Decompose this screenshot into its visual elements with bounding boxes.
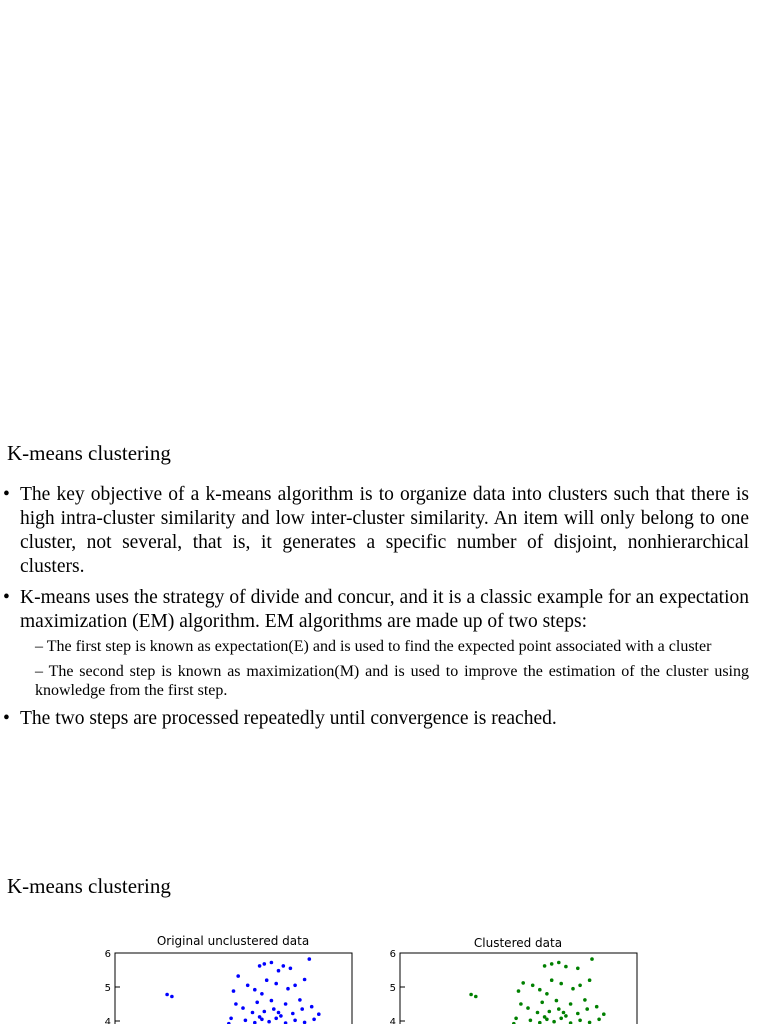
- chart-title: Clustered data: [473, 936, 563, 950]
- data-point: [545, 992, 549, 996]
- data-point: [279, 1014, 283, 1018]
- slide-title: K-means clustering: [7, 441, 171, 465]
- y-tick-label: 4: [389, 1017, 396, 1024]
- bullet-text: The key objective of a k-means algorithm is to organize data into clusters such that there is high intra-cluster similarity and low inter-cluster similarity. An item will only belong to one cluster, not several, that is, it generates a specific number of disjoint, nonhierarchical clusters.: [20, 484, 749, 577]
- data-point: [298, 998, 302, 1002]
- data-point: [550, 962, 554, 966]
- data-point: [474, 995, 478, 999]
- data-point: [170, 995, 174, 999]
- data-point: [255, 1001, 259, 1005]
- data-point: [244, 1019, 248, 1023]
- data-point: [310, 1005, 314, 1009]
- data-point: [521, 981, 525, 985]
- data-point: [571, 987, 575, 991]
- data-point: [263, 1010, 267, 1014]
- data-point: [277, 1011, 281, 1015]
- data-point: [284, 1002, 288, 1006]
- data-point: [555, 999, 559, 1003]
- data-point: [270, 999, 274, 1003]
- data-point: [514, 1017, 518, 1021]
- data-point: [590, 957, 594, 961]
- bullet-item: [3, 586, 749, 700]
- data-point: [317, 1012, 321, 1016]
- data-point: [234, 1002, 238, 1006]
- data-point: [595, 1005, 599, 1009]
- data-point: [559, 982, 563, 986]
- data-point: [576, 1012, 580, 1016]
- y-tick-label: 6: [104, 949, 111, 960]
- y-tick-label: 5: [104, 983, 111, 994]
- plot-frame: [115, 953, 352, 1024]
- data-point: [531, 984, 535, 988]
- data-point: [559, 1017, 563, 1021]
- data-point: [289, 967, 293, 971]
- data-point: [282, 964, 286, 968]
- data-point: [270, 961, 274, 965]
- data-point: [552, 1020, 556, 1024]
- data-point: [576, 967, 580, 971]
- data-point: [312, 1018, 316, 1022]
- bullet-marker: •: [3, 484, 10, 505]
- data-point: [564, 965, 568, 969]
- bullet-marker: •: [3, 587, 10, 608]
- data-point: [308, 957, 312, 961]
- data-point: [300, 1007, 304, 1011]
- data-point: [229, 1017, 233, 1021]
- data-point: [557, 1007, 561, 1011]
- data-point: [517, 989, 521, 993]
- bullet-list: [3, 483, 749, 731]
- data-point: [536, 1011, 540, 1015]
- bullet-text: The two steps are processed repeatedly until convergence is reached.: [20, 708, 557, 729]
- data-point: [540, 1001, 544, 1005]
- data-point: [543, 964, 547, 968]
- data-point: [469, 993, 473, 997]
- data-point: [293, 1019, 297, 1023]
- data-point: [597, 1018, 601, 1022]
- y-tick-label: 4: [104, 1017, 111, 1024]
- data-point: [165, 993, 169, 997]
- data-point: [241, 1006, 245, 1010]
- data-point: [286, 987, 290, 991]
- data-point: [578, 984, 582, 988]
- data-point: [585, 1007, 589, 1011]
- data-point: [251, 1011, 255, 1015]
- charts-area: [0, 925, 768, 1024]
- data-point: [550, 978, 554, 982]
- data-point: [246, 984, 250, 988]
- data-point: [260, 992, 264, 996]
- data-point: [548, 1010, 552, 1014]
- plot-frame: [400, 953, 637, 1024]
- data-point: [267, 1020, 271, 1024]
- slide-title: K-means clustering: [7, 874, 171, 898]
- data-point: [277, 969, 281, 973]
- data-point: [588, 978, 592, 982]
- data-point: [562, 1011, 566, 1015]
- y-tick-label: 6: [389, 949, 396, 960]
- data-point: [236, 974, 240, 978]
- bullet-text: K-means uses the strategy of divide and concur, and it is a classic example for an expectation maximization (EM) algorithm. EM algorithms are made up of two steps:: [20, 587, 749, 632]
- scatter-chart-clustered: [370, 925, 650, 1024]
- data-point: [588, 1021, 592, 1024]
- data-point: [602, 1012, 606, 1016]
- data-point: [529, 1019, 533, 1023]
- sub-bullet-item: – The first step is known as expectation(E) and is used to find the expected point associated with a cluster: [35, 638, 712, 655]
- bullet-marker: •: [3, 708, 10, 729]
- data-point: [578, 1019, 582, 1023]
- data-point: [253, 988, 257, 992]
- sub-bullet-list: [20, 637, 749, 700]
- data-point: [293, 984, 297, 988]
- data-point: [583, 998, 587, 1002]
- y-tick-label: 5: [389, 983, 396, 994]
- data-point: [274, 1017, 278, 1021]
- sub-bullet-item: – The second step is known as maximization(M) and is used to improve the estimation of the cluster using knowledge from the first step.: [35, 663, 749, 699]
- data-point: [258, 1015, 262, 1019]
- data-point: [526, 1006, 530, 1010]
- chart-title: Original unclustered data: [156, 934, 310, 948]
- data-point: [557, 961, 561, 965]
- data-point: [272, 1007, 276, 1011]
- data-point: [274, 982, 278, 986]
- data-point: [232, 989, 236, 993]
- data-point: [543, 1015, 547, 1019]
- data-point: [519, 1002, 523, 1006]
- data-point: [569, 1002, 573, 1006]
- data-point: [303, 1021, 307, 1024]
- data-point: [564, 1014, 568, 1018]
- data-point: [538, 988, 542, 992]
- data-point: [263, 962, 267, 966]
- data-point: [291, 1012, 295, 1016]
- scatter-chart-unclustered: [85, 925, 365, 1024]
- data-point: [303, 978, 307, 982]
- data-point: [265, 978, 269, 982]
- bullet-item: [3, 483, 749, 579]
- bullet-item: [3, 707, 749, 731]
- data-point: [258, 964, 262, 968]
